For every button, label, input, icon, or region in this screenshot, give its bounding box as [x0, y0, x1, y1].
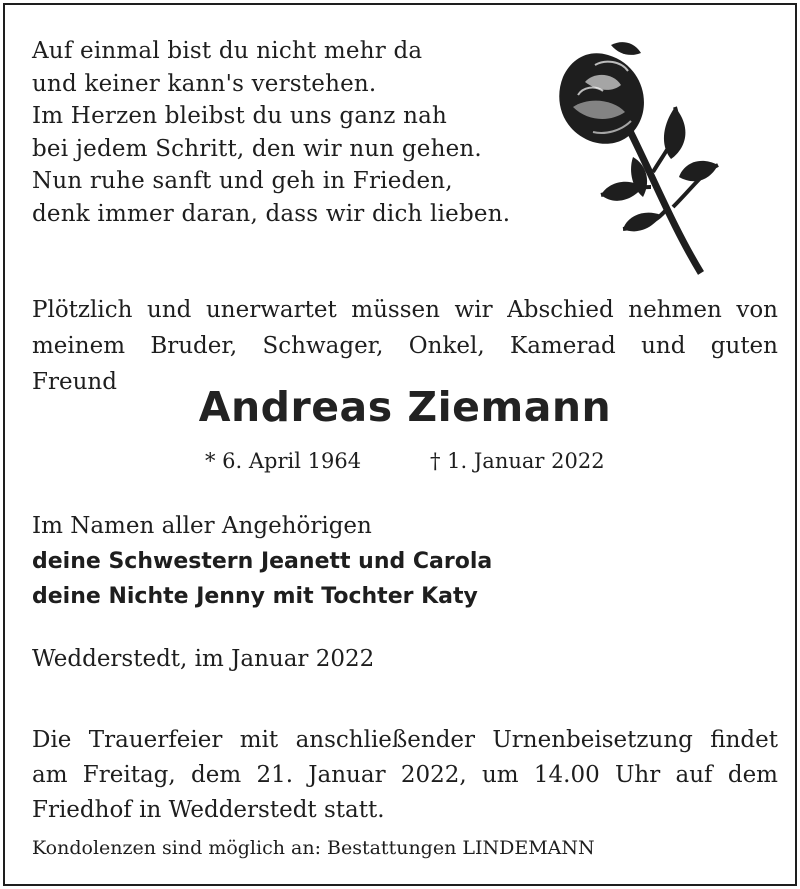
poem [32, 35, 510, 230]
death-date: † 1. Januar 2022 [430, 449, 605, 473]
intro-line: meinem Bruder, Schwager, Onkel, Kamerad und guten [32, 333, 778, 359]
poem-line: Im Herzen bleibst du uns ganz nah [32, 103, 448, 129]
poem-line: und keiner kann's verstehen. [32, 70, 377, 97]
family-intro: Im Namen aller Angehörigen [32, 513, 372, 539]
family-signature [32, 509, 492, 614]
funeral-line: Die Trauerfeier mit anschließender Urnenbeisetzung findet [32, 727, 778, 753]
funeral-notice [32, 723, 778, 828]
poem-line: denk immer daran, dass wir dich lieben. [32, 200, 511, 227]
birth-date: * 6. April 1964 [205, 449, 362, 473]
obituary-frame [3, 3, 797, 886]
poem-line: Auf einmal bist du nicht mehr da [32, 38, 423, 64]
family-sisters: deine Schwestern Jeanett und Carola [32, 549, 493, 574]
place-date: Wedderstedt, im Januar 2022 [32, 646, 375, 672]
intro-line: Freund [32, 369, 117, 395]
poem-line: Nun ruhe sanft und geh in Frieden, [32, 168, 453, 194]
poem-line: bei jedem Schritt, den wir nun gehen. [32, 135, 482, 162]
funeral-line: Friedhof in Wedderstedt statt. [32, 797, 385, 823]
condolences-note: Kondolenzen sind möglich an: Bestattungen LINDEMANN [32, 837, 595, 859]
rose-icon [533, 37, 733, 277]
family-niece: deine Nichte Jenny mit Tochter Katy [32, 584, 478, 609]
deceased-name: Andreas Ziemann [198, 383, 612, 431]
intro-line: Plötzlich und unerwartet müssen wir Abschied nehmen von [32, 297, 778, 323]
funeral-line: am Freitag, dem 21. Januar 2022, um 14.00 Uhr auf dem [32, 762, 778, 788]
